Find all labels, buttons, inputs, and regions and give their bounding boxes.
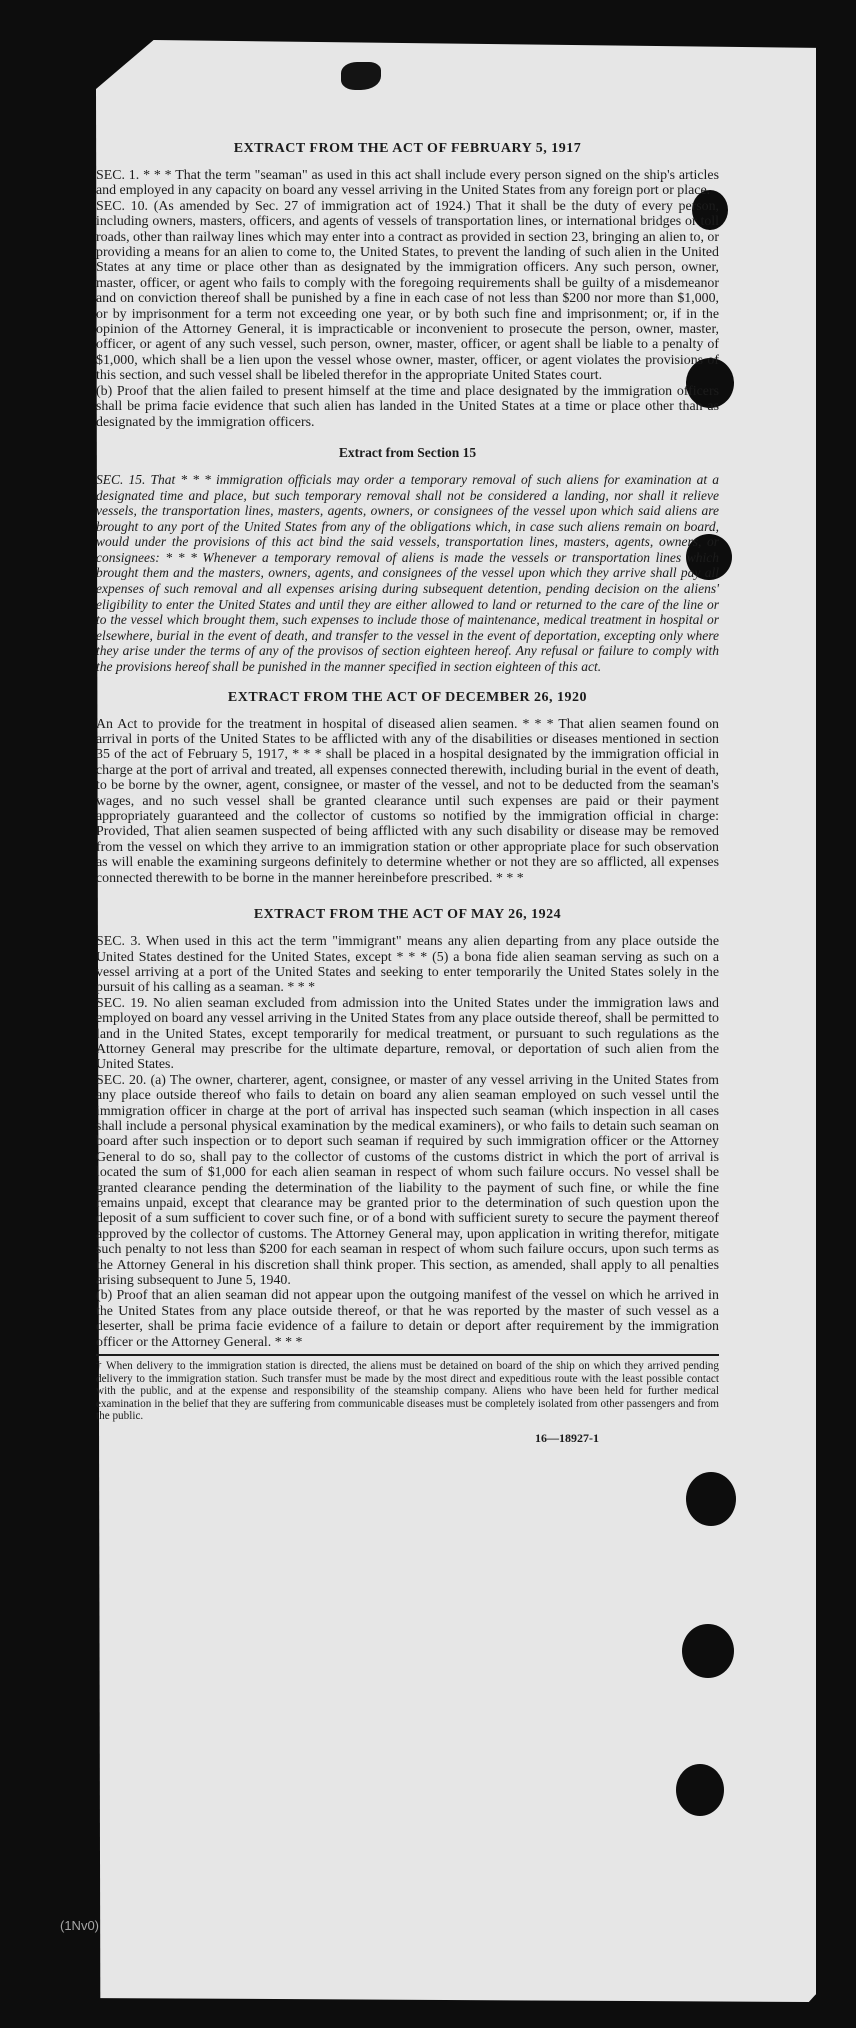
punch-hole (676, 1764, 724, 1816)
paragraph-sec-1: SEC. 1. * * * That the term "seaman" as used in this act shall include every person signed on the ship's articles and employed in any capacity on board any vessel arriving in the United States from any foreign port or place. (96, 168, 719, 199)
stamp-mark (341, 62, 381, 90)
paragraph-sec-15: SEC. 15. That * * * immigration officials may order a temporary removal of such aliens for examination at a designated time and place, but such temporary removal shall not be considered a landing, nor shall it relieve vessels, the transportation lines, masters, agents, owners, or consignees of the vessel upon which said aliens are brought to any port of the United States from any of the obligations which, in case such aliens remain on board, would under the provisions of this act bind the said vessels, transportation lines, masters, agents, owners, or consignees: * * * Whenever a temporary removal of aliens is made the vessels or transportation lines which brought them and the masters, owners, agents, and consignees of the vessel upon which they arrive shall pay all expenses of such removal and all expenses arising during subsequent detention, pending decision on the aliens' eligibility to enter the United States and until they are either allowed to land or returned to the care of the line or to the vessel which brought them, such expenses to include those of maintenance, medical treatment in hospital or elsewhere, burial in the event of death, and transfer to the vessel in the event of deportation, excepting only where they arise under the terms of any of the provisos of section eighteen hereof. Any refusal or failure to comply with the provisions hereof shall be punished in the manner specified in section eighteen of this act. (96, 471, 719, 675)
heading-act-1917: EXTRACT FROM THE ACT OF FEBRUARY 5, 1917 (233, 141, 582, 156)
section-1917-body (96, 168, 719, 430)
paragraph-sec-3: SEC. 3. When used in this act the term "immigrant" means any alien departing from any place outside the United States destined for the United States, except * * * (5) a bona fide alien seaman serving as such on a vessel arriving at a port of the United States and seeking to enter temporarily the United States solely in the pursuit of his calling as a seaman. * * * (96, 934, 719, 996)
paragraph-sec-10: SEC. 10. (As amended by Sec. 27 of immigration act of 1924.) That it shall be the duty of every person, including owners, masters, officers, and agents of vessels of transportation lines, or international bridges or toll roads, other than railway lines which may enter into a contract as provided in section 23, bringing an alien to, or providing a means for an alien to come to, the United States, to prevent the landing of such alien in the United States at any time or place other than as designated by the immigration officers. Any such person, owner, master, officer, or agent who fails to comply with the foregoing requirements shall be guilty of a misdemeanor and on conviction thereof shall be punished by a fine in each case of not less than $200 nor more than $1,000, or by imprisonment for a term not exceeding one year, or by both such fine and imprisonment; or, if in the opinion of the Attorney General, it is impracticable or inconvenient to prosecute the person, owner, master, officer, or agent of any such vessel, such person, owner, master, officer, or agent shall be liable to a penalty of $1,000, which shall be a lien upon the vessel whose owner, master, officer, or agent violates the provisions of this section, and such vessel shall be libeled therefor in the appropriate United States court. (96, 198, 719, 384)
punch-hole (682, 1624, 734, 1678)
heading-act-1924: EXTRACT FROM THE ACT OF MAY 26, 1924 (253, 907, 562, 923)
heading-section-15: Extract from Section 15 (338, 444, 477, 460)
section-1924-body (96, 934, 719, 1350)
section-1920-body (96, 717, 719, 886)
paragraph-sec-19: SEC. 19. No alien seaman excluded from admission into the United States under the immigration laws and employed on board any vessel arriving in the United States from any place outside thereof, shall be permitted to land in the United States, except temporarily for medical treatment, or pursuant to such regulations as the Attorney General may prescribe for the ultimate departure, removal, or deportation of such alien from the United States. (96, 995, 719, 1073)
document-text (96, 140, 719, 1446)
heading-act-1920: EXTRACT FROM THE ACT OF DECEMBER 26, 1920 (227, 689, 588, 705)
paragraph-sec-20-b: (b) Proof that an alien seaman did not appear upon the outgoing manifest of the vessel on which he arrived in the United States from any place outside thereof, or that he was reported by the master of such vessel as a deserter, shall be prima facie evidence of a failure to detain or deport after requirement by the immigration officer or the Attorney General. * * * (96, 1288, 719, 1350)
form-number: 16—18927-1 (535, 1431, 599, 1446)
section-15-body (96, 472, 719, 675)
paragraph-act-1920: An Act to provide for the treatment in hospital of diseased alien seamen. * * * That alien seamen found on arrival in ports of the United States to be afflicted with any of the disabilities or diseases mentioned in section 35 of the act of February 5, 1917, * * * shall be placed in a hospital designated by the immigration official in charge at the port of arrival and treated, all expenses connected therewith, including burial in the event of death, to be borne by the owner, agent, consignee, or master of the vessel, and not to be deducted from the seaman's wages, and no such vessel shall be granted clearance until such expenses are paid or their payment appropriately guaranteed and the collector of customs so notified by the immigration official in charge: Provided, That alien seamen suspected of being afflicted with any such disability or disease may be removed from the vessel on which they arrive to an immigration station or other appropriate place for such observation as will enable the examining surgeons definitely to determine whether or not they are so afflicted, all expenses connected therewith to be borne in the manner hereinbefore prescribed. * * * (96, 716, 719, 886)
margin-note: (1Nv0) (60, 1918, 100, 1933)
punch-hole (686, 1472, 736, 1526)
paragraph-sec-20-a: SEC. 20. (a) The owner, charterer, agent, consignee, or master of any vessel arriving in the United States from any place outside thereof who fails to detain on board any alien seaman employed on such vessel until the immigration officer in charge at the port of arrival has inspected such seaman (which inspection in all cases shall include a personal physical examination by the medical examiners), or who fails to detain such seaman on board after such inspection or to deport such seaman if required by such immigration officer or the Attorney General to do so, shall pay to the collector of customs of the customs district in which the port of arrival is located the sum of $1,000 for each alien seaman in respect of whom such failure occurs. No vessel shall be granted clearance pending the determination of the liability to the payment of such fine, or while the fine remains unpaid, except that clearance may be granted prior to the determination of such question upon the deposit of a sum sufficient to cover such fine, or of a bond with sufficient surety to secure the payment thereof approved by the collector of customs. The Attorney General may, upon application in writing therefor, mitigate such penalty to not less than $200 for each seaman in respect of whom such failure occurs, upon such terms as the Attorney General in his discretion shall think proper. This section, as amended, shall apply to all penalties arising subsequent to June 5, 1940. (96, 1072, 719, 1289)
footnote: † When delivery to the immigration station is directed, the aliens must be detained on board of the ship on which they arrived pending delivery to the immigration station. Such transfer must be made by the most direct and expeditious route with the least possible contact with the public, and at the expense and responsibility of the steamship company. Aliens who have been held for further medical examination in the belief that they are suffering from communicable diseases must be completely isolated from other passengers and from the public. (96, 1354, 719, 1423)
paragraph-sec-10-b: (b) Proof that the alien failed to present himself at the time and place designated by the immigration officers shall be prima facie evidence that such alien has landed in the United States at a time or place other than as designated by the immigration officers. (96, 383, 719, 430)
